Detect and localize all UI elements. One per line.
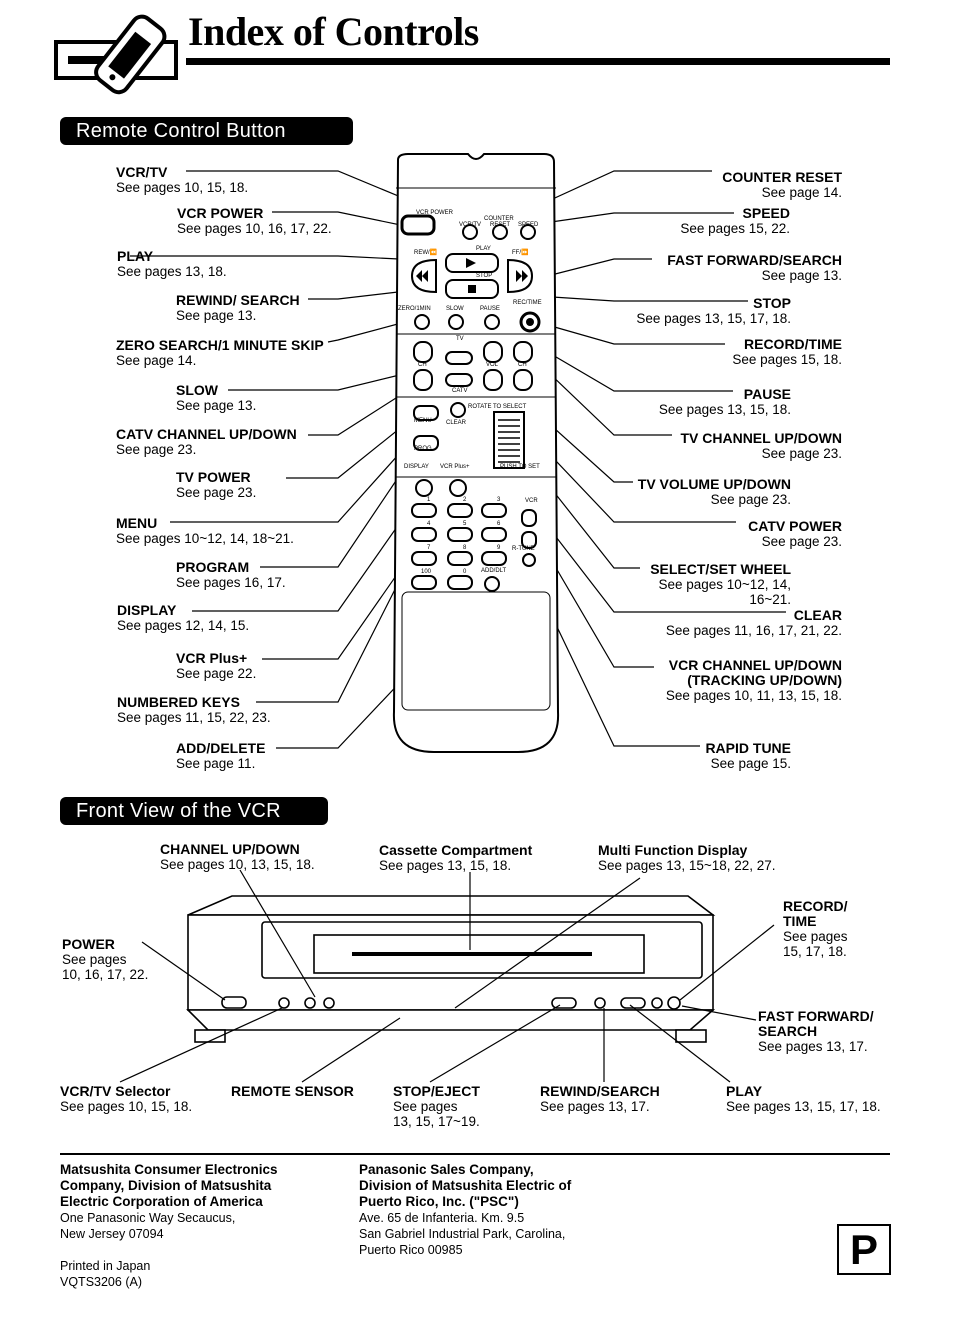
page-letter-badge: P: [837, 1224, 891, 1275]
label-clear: CLEAR See pages 11, 16, 17, 21, 22.: [665, 607, 842, 638]
key-8: 8: [463, 545, 467, 551]
label-rapid-tune: RAPID TUNE See page 15.: [705, 740, 791, 771]
label-add-delete: ADD/DELETE See page 11.: [176, 740, 266, 771]
label-select-wheel: SELECT/SET WHEEL See pages 10~12, 14, 16~21.: [650, 561, 791, 607]
key-ch: CH: [418, 362, 427, 368]
label-tv-channel: TV CHANNEL UP/DOWN See page 23.: [680, 430, 842, 461]
label-tv-power: TV POWER See page 23.: [176, 469, 257, 500]
section-title: Remote Control Button: [76, 120, 286, 142]
key-catv: CATV: [452, 388, 468, 394]
key-display: DISPLAY: [404, 464, 429, 470]
key-rotate: ROTATE TO SELECT: [468, 404, 527, 410]
key-ch-tv: CH: [518, 362, 527, 368]
front-label-channel: CHANNEL UP/DOWN See pages 10, 13, 15, 18.: [160, 841, 315, 872]
key-prog: PROG: [414, 446, 432, 452]
front-label-rewind: REWIND/SEARCH See pages 13, 17.: [540, 1083, 660, 1114]
label-menu: MENU See pages 10~12, 14, 18~21.: [116, 515, 294, 546]
label-catv-channel: CATV CHANNEL UP/DOWN See page 23.: [116, 426, 297, 457]
footer-left-address: Matsushita Consumer Electronics Company, Division of Matsushita Electric Corporation of America One Panasonic Way Secaucus, New Jersey 07094: [60, 1162, 278, 1241]
label-fast-forward: FAST FORWARD/SEARCH See page 13.: [667, 252, 842, 283]
key-pause: PAUSE: [480, 306, 500, 312]
section-title: Front View of the VCR: [76, 800, 281, 822]
key-9: 9: [497, 545, 501, 551]
key-clear: CLEAR: [446, 420, 467, 426]
key-vcrtv: VCR/TV: [459, 222, 482, 228]
label-rewind-search: REWIND/ SEARCH See page 13.: [176, 292, 300, 323]
front-label-cassette: Cassette Compartment See pages 13, 15, 18.: [379, 842, 533, 873]
key-rtune: R-TUNE: [512, 546, 535, 552]
label-vcr-channel: VCR CHANNEL UP/DOWN (TRACKING UP/DOWN) See pages 10, 11, 13, 15, 18.: [665, 657, 842, 703]
front-label-stop-eject: STOP/EJECT See pages 13, 15, 17~19.: [393, 1083, 480, 1129]
front-label-display: Multi Function Display See pages 13, 15~18, 22, 27.: [598, 842, 776, 873]
front-label-vcrtv: VCR/TV Selector See pages 10, 15, 18.: [60, 1083, 193, 1114]
front-label-remote-sensor: REMOTE SENSOR: [231, 1083, 354, 1099]
key-play: PLAY: [476, 246, 491, 252]
footer-rule: [60, 1153, 890, 1155]
key-2: 2: [463, 497, 467, 503]
label-stop: STOP See pages 13, 15, 17, 18.: [636, 295, 791, 326]
label-record-time: RECORD/TIME See pages 15, 18.: [732, 336, 842, 367]
label-tv-volume: TV VOLUME UP/DOWN See page 23.: [637, 476, 791, 507]
label-vcrtv: VCR/TV See pages 10, 15, 18.: [116, 164, 249, 195]
key-ff: FF/⏩: [512, 250, 529, 256]
key-speed: SPEED: [518, 222, 539, 228]
label-catv-power: CATV POWER See page 23.: [748, 518, 842, 549]
front-label-power: POWER See pages 10, 16, 17, 22.: [62, 936, 149, 982]
front-label-fast-forward: FAST FORWARD/ SEARCH See pages 13, 17.: [758, 1008, 874, 1054]
key-6: 6: [497, 521, 501, 527]
label-pause: PAUSE See pages 13, 15, 18.: [658, 386, 791, 417]
label-numbered-keys: NUMBERED KEYS See pages 11, 15, 22, 23.: [117, 694, 271, 725]
key-reset: RESET: [490, 222, 511, 228]
key-menu: MENU: [414, 418, 432, 424]
label-zero-search: ZERO SEARCH/1 MINUTE SKIP See page 14.: [116, 337, 324, 368]
key-7: 7: [427, 545, 431, 551]
key-vcrplus: VCR Plus+: [440, 464, 470, 470]
key-vcr-power: VCR POWER: [416, 210, 454, 216]
key-zero: ZERO/1MIN: [398, 306, 431, 312]
label-counter-reset: COUNTER RESET See page 14.: [722, 169, 842, 200]
footer-printed: Printed in Japan VQTS3206 (A): [60, 1259, 151, 1289]
key-tv: TV: [456, 336, 464, 342]
key-adddlt: ADD/DLT: [481, 568, 507, 574]
key-push: PUSH TO SET: [500, 464, 540, 470]
label-vcr-plus: VCR Plus+ See page 22.: [176, 650, 257, 681]
key-100: 100: [421, 569, 432, 575]
label-display: DISPLAY See pages 12, 14, 15.: [117, 602, 250, 633]
key-3: 3: [497, 497, 501, 503]
footer-right-address: Panasonic Sales Company, Division of Matsushita Electric of Puerto Rico, Inc. ("PSC") Ave. 65 de Infanteria. Km. 9.5 San Gabriel Industrial Park, Carolina, Puerto Rico 00985: [359, 1162, 572, 1257]
page-title: Index of Controls: [188, 9, 479, 54]
label-program: PROGRAM See pages 16, 17.: [176, 559, 286, 590]
label-speed: SPEED See pages 15, 22.: [680, 205, 790, 236]
front-label-record: RECORD/ TIME See pages 15, 17, 18.: [783, 898, 848, 959]
key-vol: VOL: [486, 362, 499, 368]
key-vcr-ch: VCR: [525, 498, 538, 504]
key-rew: REW/⏪: [414, 250, 438, 256]
label-play: PLAY See pages 13, 18.: [117, 248, 227, 279]
key-rectime: REC/TIME: [513, 300, 542, 306]
key-slow: SLOW: [446, 306, 464, 312]
key-0: 0: [463, 569, 467, 575]
front-label-play: PLAY See pages 13, 15, 17, 18.: [726, 1083, 881, 1114]
key-stop: STOP: [476, 273, 493, 279]
key-4: 4: [427, 521, 431, 527]
label-vcr-power: VCR POWER See pages 10, 16, 17, 22.: [177, 205, 332, 236]
key-1: 1: [427, 497, 431, 503]
label-slow: SLOW See page 13.: [176, 382, 257, 413]
key-5: 5: [463, 521, 467, 527]
key-counter: COUNTER: [484, 216, 514, 222]
